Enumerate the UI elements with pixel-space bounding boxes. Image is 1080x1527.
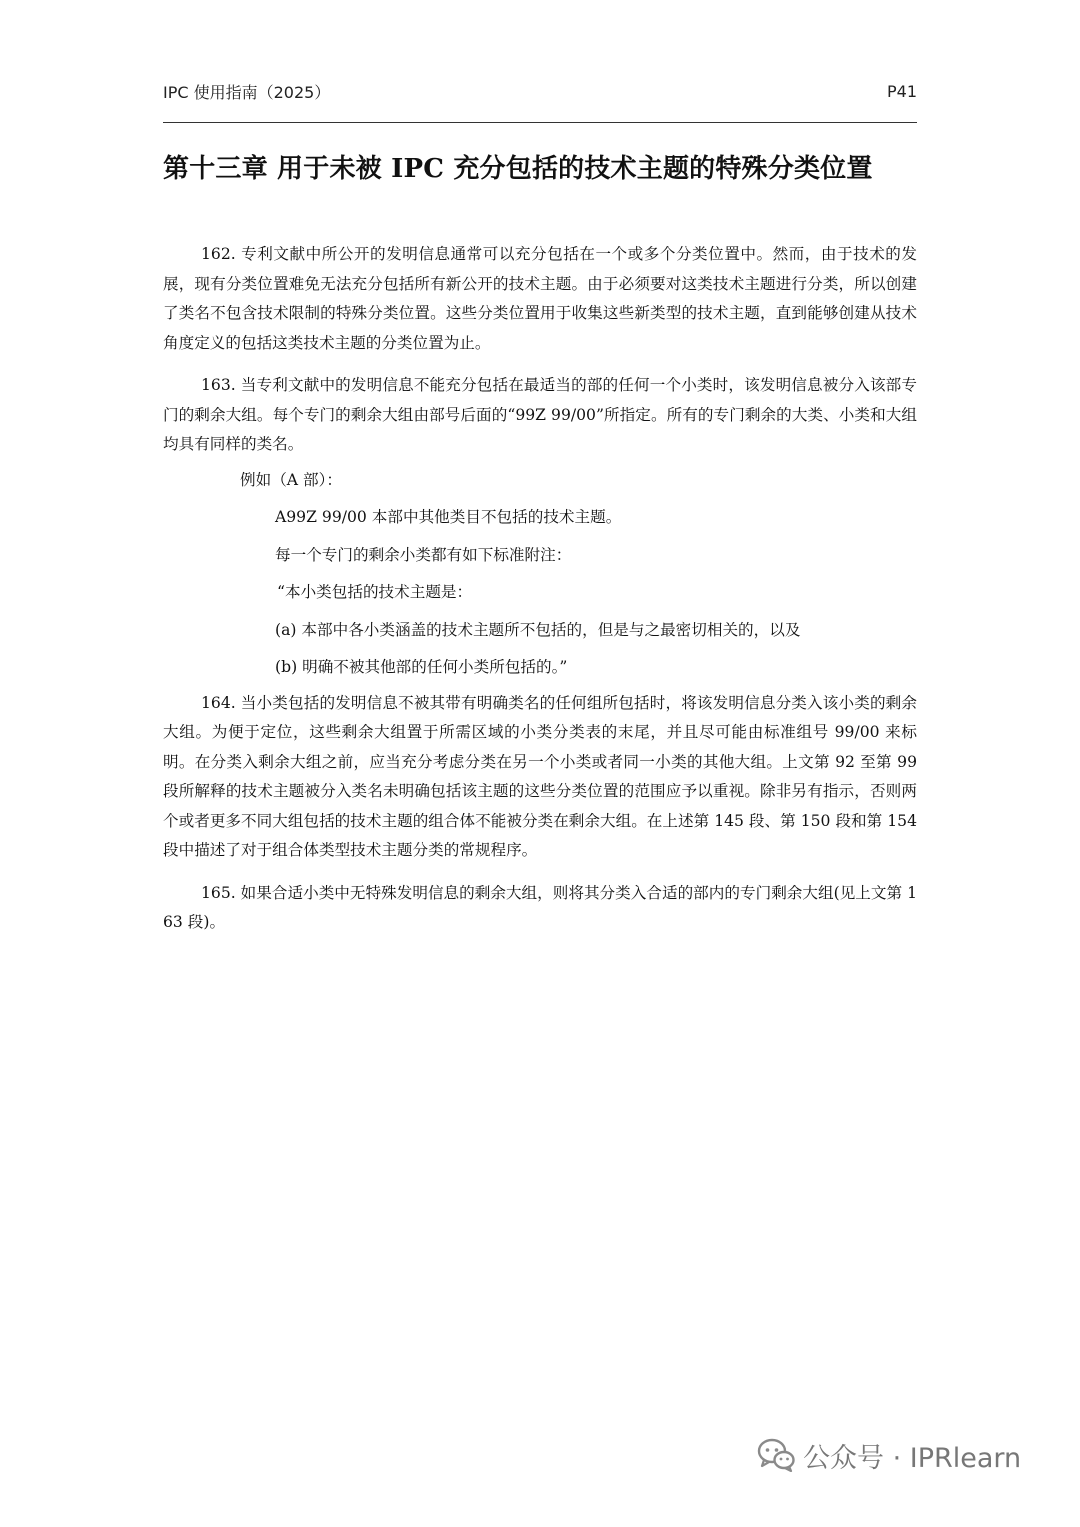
header-divider: [163, 122, 917, 123]
chapter-title: 第十三章 用于未被 IPC 充分包括的技术主题的特殊分类位置: [163, 154, 873, 184]
example-line-a: (a) 本部中各小类涵盖的技术主题所不包括的，但是与之最密切相关的，以及: [275, 620, 801, 639]
example-line-quote-start: “本小类包括的技术主题是：: [277, 583, 473, 601]
example-line-a99z: A99Z 99/00 本部中其他类目不包括的技术主题。: [275, 508, 622, 526]
paragraph-164: 164. 当小类包括的发明信息不被其带有明确类名的任何组所包括时，将该发明信息分类入该小类的剩余大组。为便于定位，这些剩余大组置于所需区域的小类分类表的末尾，并且尽可能由标准组号 99/00 来标明。在分类入剩余大组之前，应当充分考虑分类在另一个小类或者同一小类的其他大组。上文第 92 至第 99 段所解释的技术主题被分入类名未明确包括该主题的这些分类位置的范围应予以重视。除非另有指示，否则两个或者更多不同大组包括的技术主题的组合体不能被分类在剩余大组。在上述第 145 段、第 150 段和第 154 段中描述了对于组合体类型技术主题分类的常规程序。: [163, 693, 917, 859]
watermark-text: 公众号 · IPRlearn: [803, 1442, 1022, 1474]
header-title: IPC 使用指南（2025）: [163, 82, 331, 102]
document-body: [163, 240, 917, 951]
page-number: P41: [886, 81, 917, 101]
example-line-b: (b) 明确不被其他部的任何小类所包括的。”: [275, 658, 568, 676]
paragraph-163: 163. 当专利文献中的发明信息不能充分包括在最适当的部的任何一个小类时，该发明信息被分入该部专门的剩余大组。每个专门的剩余大组由部号后面的“99Z 99/00”所指定。所有的专门剩余的大类、小类和大组均具有同样的类名。: [163, 376, 917, 453]
example-line-note-intro: 每一个专门的剩余小类都有如下标准附注：: [275, 545, 572, 564]
example-label: 例如（A 部）：: [240, 470, 342, 489]
paragraph-165: 165. 如果合适小类中无特殊发明信息的剩余大组，则将其分类入合适的部内的专门剩余大组(见上文第 163 段)。: [163, 883, 917, 931]
wechat-icon: [757, 1438, 795, 1472]
paragraph-162: 162. 专利文献中所公开的发明信息通常可以充分包括在一个或多个分类位置中。然而，由于技术的发展，现有分类位置难免无法充分包括所有新公开的技术主题。由于必须要对这类技术主题进行分类，所以创建了类名不包含技术限制的特殊分类位置。这些分类位置用于收集这些新类型的技术主题，直到能够创建从技术角度定义的包括这类技术主题的分类位置为止。: [163, 245, 917, 352]
watermark: [757, 1435, 1021, 1475]
page-header: [163, 76, 917, 106]
